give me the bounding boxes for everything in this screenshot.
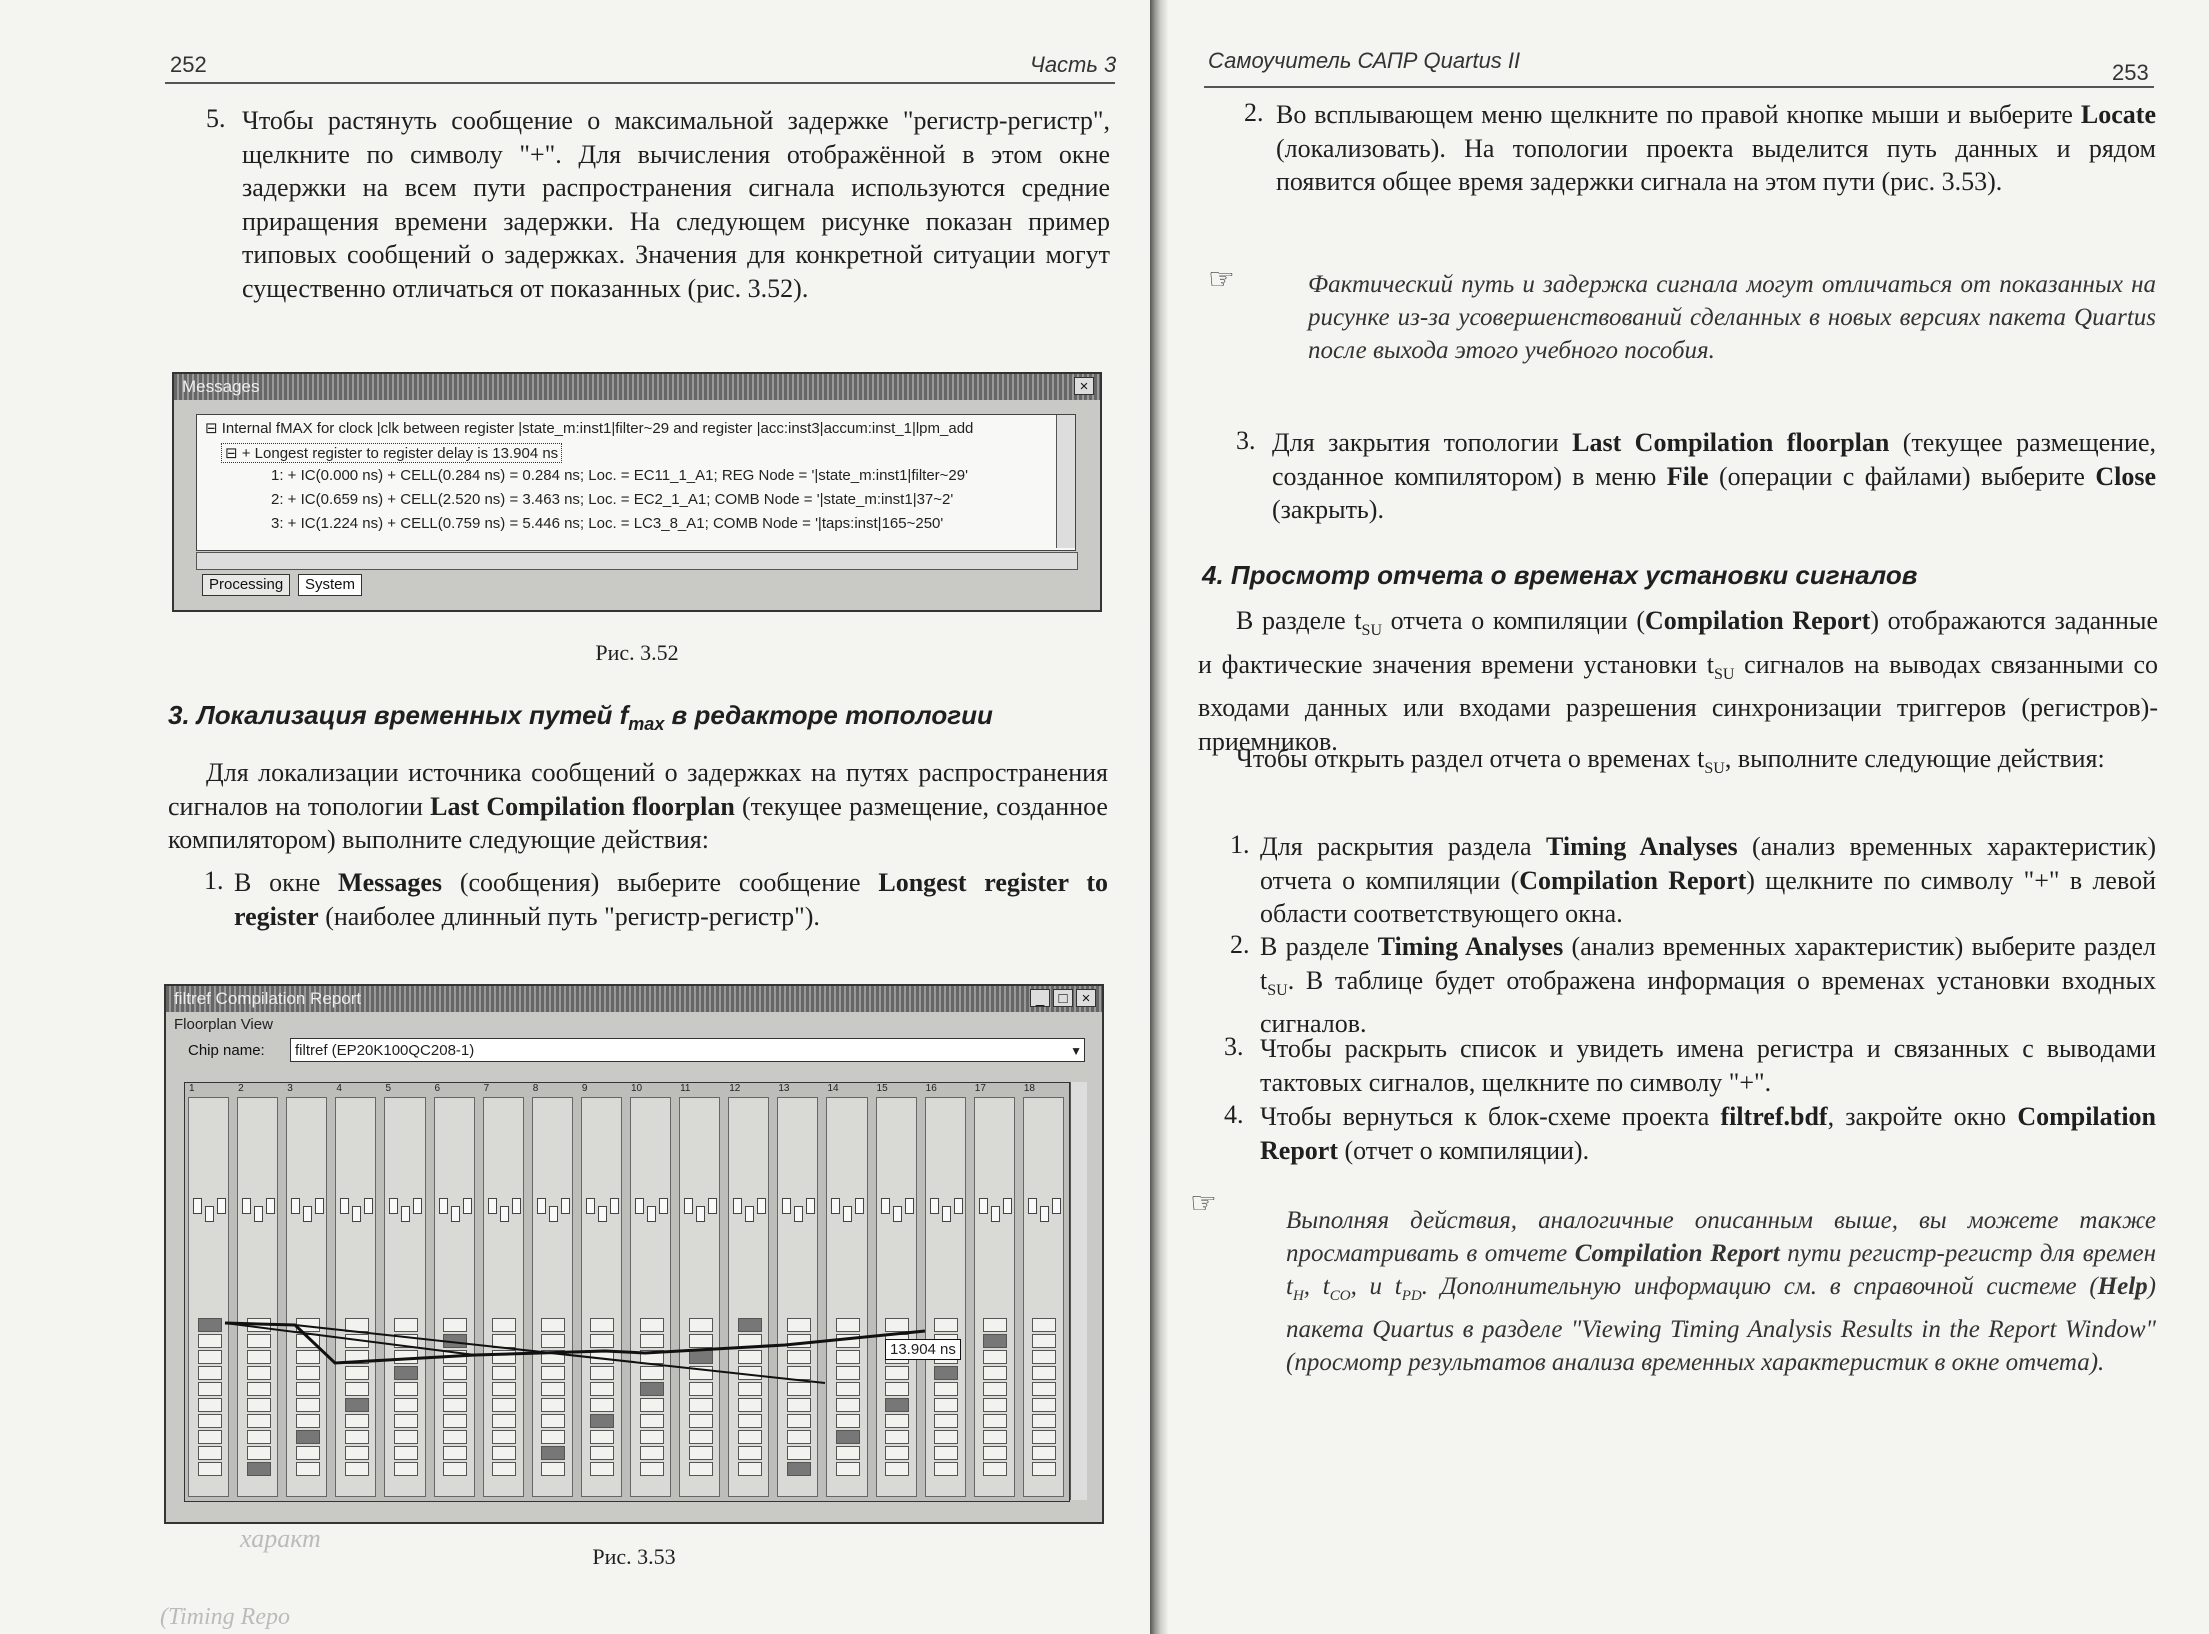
column-number: 11 [680,1083,691,1094]
chip-name-value: filtref (EP20K100QC208-1) [295,1042,475,1059]
item2-text: Во всплывающем меню щелкните по правой кнопке мыши и выберите Locate (локализовать). На топологии проекта выделится путь данных и рядом появится общее время задержки сигнала на этом пути (рис. 3.53). [1276,100,2156,196]
compilation-report-window [164,984,1104,1524]
pointing-hand-icon: ☞ [1208,263,1235,296]
column-number: 15 [876,1083,888,1094]
list-number: 3. [1224,1032,1244,1061]
page-number: 253 [2112,60,2149,85]
column-number: 6 [434,1083,441,1094]
list-number: 4. [1224,1100,1244,1129]
section-heading: 3. Локализация временных путей $f_{max}$ в редакторе топологии [168,700,993,735]
column-number: 4 [336,1083,342,1094]
column-number: 17 [974,1083,986,1094]
message-line[interactable]: ⊟ Internal fMAX for clock |clk between register |state_m:inst1|filter~29 and register |acc:inst3|accum:inst_1|lpm_add [205,420,974,437]
column-number: 10 [631,1083,643,1094]
column-number: 18 [1023,1083,1035,1094]
delay-label: 13.904 ns [885,1339,961,1360]
message-line[interactable]: 3: + IC(1.224 ns) + CELL(0.759 ns) = 5.446 ns; Loc. = LC3_8_A1; COMB Node = '|taps:inst|165~250' [271,515,944,532]
item3-text: Для закрытия топологии Last Compilation floorplan (текущее размещение, созданное компилятором) в меню File (операции с файлами) выберите Close (закрыть). [1272,428,2157,524]
compilation-titlebar: filtref Compilation Report [166,986,1102,1012]
floorplan-subtitle: Floorplan View [174,1016,273,1033]
bleed-through-text: характ [240,1524,321,1553]
page-number: 252 [170,52,207,77]
tab-system[interactable]: System [298,574,362,596]
tab-processing[interactable]: Processing [202,574,290,596]
floorplan-view[interactable] [184,1082,1070,1502]
right-page [1168,0,2209,1634]
message-line[interactable]: 2: + IC(0.659 ns) + CELL(2.520 ns) = 3.463 ns; Loc. = EC2_1_A1; COMB Node = '|state_m:inst1|37~2' [271,491,954,508]
close-button[interactable]: × [1074,377,1094,395]
column-number: 3 [287,1083,293,1094]
column-number: 12 [729,1083,741,1094]
item-number: 2. [1244,98,1264,127]
column-number: 5 [385,1083,391,1094]
close-button[interactable]: × [1076,989,1096,1007]
item5-paragraph: Чтобы растянуть сообщение о максимальной задержке "регистр-регистр", щелкните по символу "+". Для вычисления отображённой в этом окне задержки на всем пути распространения сигнала используются средние приращения времени задержки. На следующем рисунке показан пример типовых сообщений о задержках. Значения для конкретной ситуации могут существенно отличаться от показанных (рис. 3.52). [242,106,1110,303]
messages-list [196,414,1076,551]
book-spine [1150,0,1168,1634]
message-line-selected[interactable]: ⊟ + Longest register to register delay is 13.904 ns [221,443,562,463]
note-text: Выполняя действия, аналогичные описанным выше, вы можете также просматривать в отчете Compilation Report пути регистр-регистр для времен $t_H$, $t_{CO}$, и $t_{PD}$. Дополнительную информацию см. в справочной системе (Help) пакета Quartus в разделе "Viewing Timing Analysis Results in the Report Window" (просмотр результатов анализа временных характеристик в окне отчета). [1286,1207,2156,1376]
messages-window [172,372,1102,612]
bleed-through-text: (Timing Repo [160,1604,290,1630]
header-rule [1204,86,2154,88]
section3-intro: Для локализации источника сообщений о задержках на путях распространения сигналов на топологии Last Compilation floorplan (текущее размещение, созданное компилятором) выполните следующие действия: [168,758,1108,854]
minimize-button[interactable]: _ [1030,989,1050,1007]
step-number: 1. [204,866,224,895]
column-number: 2 [238,1083,244,1094]
header-rule [165,82,1115,84]
step1-text: В окне Messages (сообщения) выберите сообщение Longest register to register (наиболее длинный путь "регистр-регистр"). [234,868,1108,931]
section-heading: 4. Просмотр отчета о временах установки сигналов [1202,560,1918,590]
horizontal-scrollbar[interactable] [196,552,1078,570]
figure-caption: Рис. 3.53 [592,1544,676,1569]
list-item: В разделе Timing Analyses (анализ временных характеристик) выберите раздел $t_{SU}$. В таблице будет отображена информация о временах установки входных сигналов. [1260,932,2157,1039]
column-number: 7 [483,1083,490,1094]
list-item: Чтобы вернуться к блок-схеме проекта filtref.bdf, закройте окно Compilation Report (отчет о компиляции). [1260,1102,2156,1165]
running-head: Часть 3 [1030,52,1117,77]
section4-paragraph: В разделе $t_{SU}$ отчета о компиляции (Compilation Report) отображаются заданные и фактические значения времени установки $t_{SU}$ сигналов на выводах связанными со входами данных или входами разрешения синхронизации триггеров (регистров)-приемников. [1198,606,2158,756]
column-number: 1 [189,1083,195,1094]
list-number: 1. [1230,830,1250,859]
path-overlay [185,1083,1069,1501]
chevron-down-icon: ▼ [1070,1044,1082,1058]
messages-titlebar: Messages [174,374,1100,400]
section4-paragraph: Чтобы открыть раздел отчета о временах $t_{SU}$, выполните следующие действия: [1236,744,2105,778]
vertical-scrollbar[interactable] [1070,1082,1087,1500]
maximize-button[interactable]: □ [1053,989,1073,1007]
vertical-scrollbar[interactable] [1056,415,1075,548]
item-number: 3. [1236,426,1256,455]
column-number: 14 [827,1083,839,1094]
running-head: Самоучитель САПР Quartus II [1208,48,1521,73]
chip-name-select[interactable] [290,1038,1085,1062]
message-line[interactable]: 1: + IC(0.000 ns) + CELL(0.284 ns) = 0.284 ns; Loc. = EC11_1_A1; REG Node = '|state_m:inst1|filter~29' [271,467,968,484]
item-number: 5. [206,104,226,133]
column-number: 16 [925,1083,937,1094]
column-number: 13 [778,1083,790,1094]
pointing-hand-icon: ☞ [1190,1187,1217,1220]
list-item: Для раскрытия раздела Timing Analyses (анализ временных характеристик) отчета о компиляции (Compilation Report) щелкните по символу "+" в левой области соответствующего окна. [1260,832,2156,928]
column-number: 9 [581,1083,588,1094]
list-item: Чтобы раскрыть список и увидеть имена регистра и связанных с выводами тактовых сигналов, щелкните по символу "+". [1260,1034,2156,1097]
list-number: 2. [1230,930,1250,959]
figure-caption: Рис. 3.52 [595,640,679,665]
chip-name-label: Chip name: [188,1042,265,1059]
column-number: 8 [532,1083,539,1094]
note-text: Фактический путь и задержка сигнала могут отличаться от показанных на рисунке из-за усовершенствований сделанных в новых версиях пакета Quartus после выхода этого учебного пособия. [1308,271,2156,364]
